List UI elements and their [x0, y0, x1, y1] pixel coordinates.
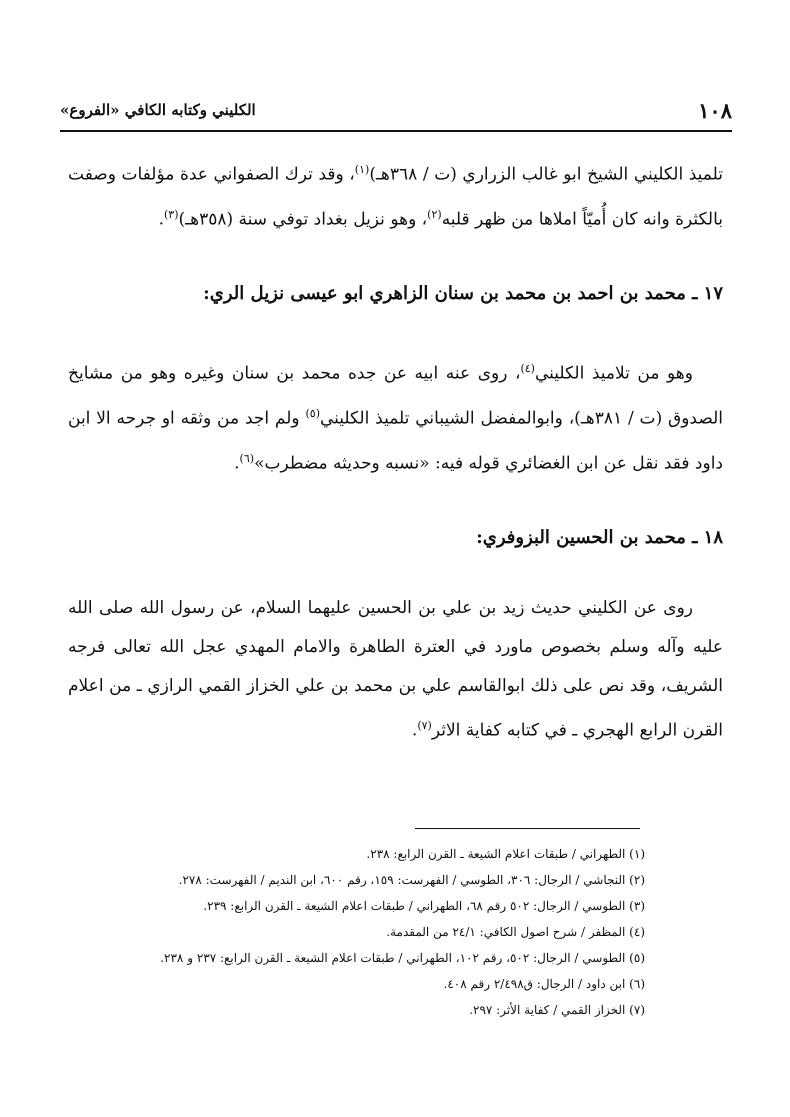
- footnote-5: (٥) الطوسي / الرجال: ٥٠٢، رقم ١٠٢، الطهراني / طبقات اعلام الشيعة ـ القرن الرابع: ٢٣٧ و ٢٣٨.: [160, 951, 645, 965]
- section-heading-17: ١٧ ـ محمد بن احمد بن محمد بن سنان الزاهري ابو عيسى نزيل الري:: [203, 283, 723, 305]
- running-title: الكليني وكتابه الكافي «الفروع»: [60, 101, 256, 119]
- page-header: [60, 92, 732, 128]
- footnote-ref-2[interactable]: (٢): [427, 207, 442, 221]
- paragraph-1-text: .: [158, 209, 164, 230]
- footnote-1: (١) الطهراني / طبقات اعلام الشيعة ـ القرن الرابع: ٢٣٨.: [366, 847, 645, 861]
- footnote-7: (٧) الخزاز القمي / كفاية الأثر: ٢٩٧.: [469, 1003, 645, 1017]
- paragraph-3: [68, 589, 723, 751]
- footnote-3: (٣) الطوسي / الرجال: ٥٠٢ رقم ٦٨، الطهراني / طبقات اعلام الشيعة ـ القرن الرابع: ٢٣٩.: [203, 899, 645, 913]
- footnote-ref-5[interactable]: (٥): [305, 406, 320, 420]
- paragraph-3-text: .: [411, 720, 418, 741]
- paragraph-3-text: روى عن الكليني حديث زيد بن علي بن الحسين عليهما السلام، عن رسول الله صلى الله عليه وآله وسلم بخصوص ماورد في العترة الطاهرة والامام المهدي عجل الله تعالى فرجه الشريف، وقد نص على ذلك ابوالقاسم علي بن محمد بن علي الخزاز القمي الرازي ـ من اعلام القرن الرابع الهجري ـ في كتابه كفاية الاثر: [68, 598, 723, 741]
- paragraph-2: [68, 349, 723, 483]
- footnote-ref-6[interactable]: (٦): [239, 451, 255, 465]
- footnote-ref-3[interactable]: (٣): [164, 207, 179, 221]
- paragraph-2-text: وهو من تلاميذ الكليني: [534, 363, 693, 384]
- paragraph-1-text: ، وقد ترك الصفواني عدة مؤلفات وصفت بالكثرة وانه كان أُميّاً املاها من ظهر قلبه: [68, 164, 723, 230]
- header-rule: [60, 130, 732, 132]
- footnote-4: (٤) المظفر / شرح اصول الكافي: ٢٤/١ من المقدمة.: [386, 925, 645, 939]
- footnote-ref-7[interactable]: (٧): [417, 719, 432, 733]
- paragraph-1: [68, 150, 723, 239]
- section-heading-18: ١٨ ـ محمد بن الحسين البزوفري:: [476, 527, 723, 549]
- footnote-2: (٢) النجاشي / الرجال: ٣٠٦، الطوسي / الفهرست: ١٥٩، رقم ٦٠٠، ابن النديم / الفهرست: ٢٧٨.: [178, 873, 645, 887]
- footnote-ref-1[interactable]: (١): [354, 163, 370, 176]
- paragraph-1-text: ، وهو نزيل بغداد توفي سنة (٣٥٨هـ): [178, 209, 428, 230]
- footnote-separator: [415, 828, 640, 829]
- paragraph-2-text: .: [234, 453, 240, 474]
- footnote-ref-4[interactable]: (٤): [520, 362, 535, 376]
- paragraph-1-text: تلميذ الكليني الشيخ ابو غالب الزراري (ت / ٣٦٨هـ): [369, 164, 723, 185]
- page-body: [68, 150, 723, 751]
- footnote-6: (٦) ابن داود / الرجال: ق٢/٤٩٨ رقم ٤٠٨.: [443, 977, 645, 991]
- page-number: ١٠٨: [698, 97, 732, 123]
- paragraph-2-text: ، روى عنه ابيه عن جده محمد بن سنان وغيره وهو من مشايخ الصدوق (ت / ٣٨١هـ)، وابوالمفضل الشيباني تلميذ الكليني: [68, 363, 723, 429]
- footnotes: [60, 841, 645, 1023]
- paragraph-2-text: ولم اجد من وثقه او جرحه الا ابن داود فقد نقل عن ابن الغضائري قوله فيه: «نسبه وحديثه مضطرب»: [68, 408, 723, 474]
